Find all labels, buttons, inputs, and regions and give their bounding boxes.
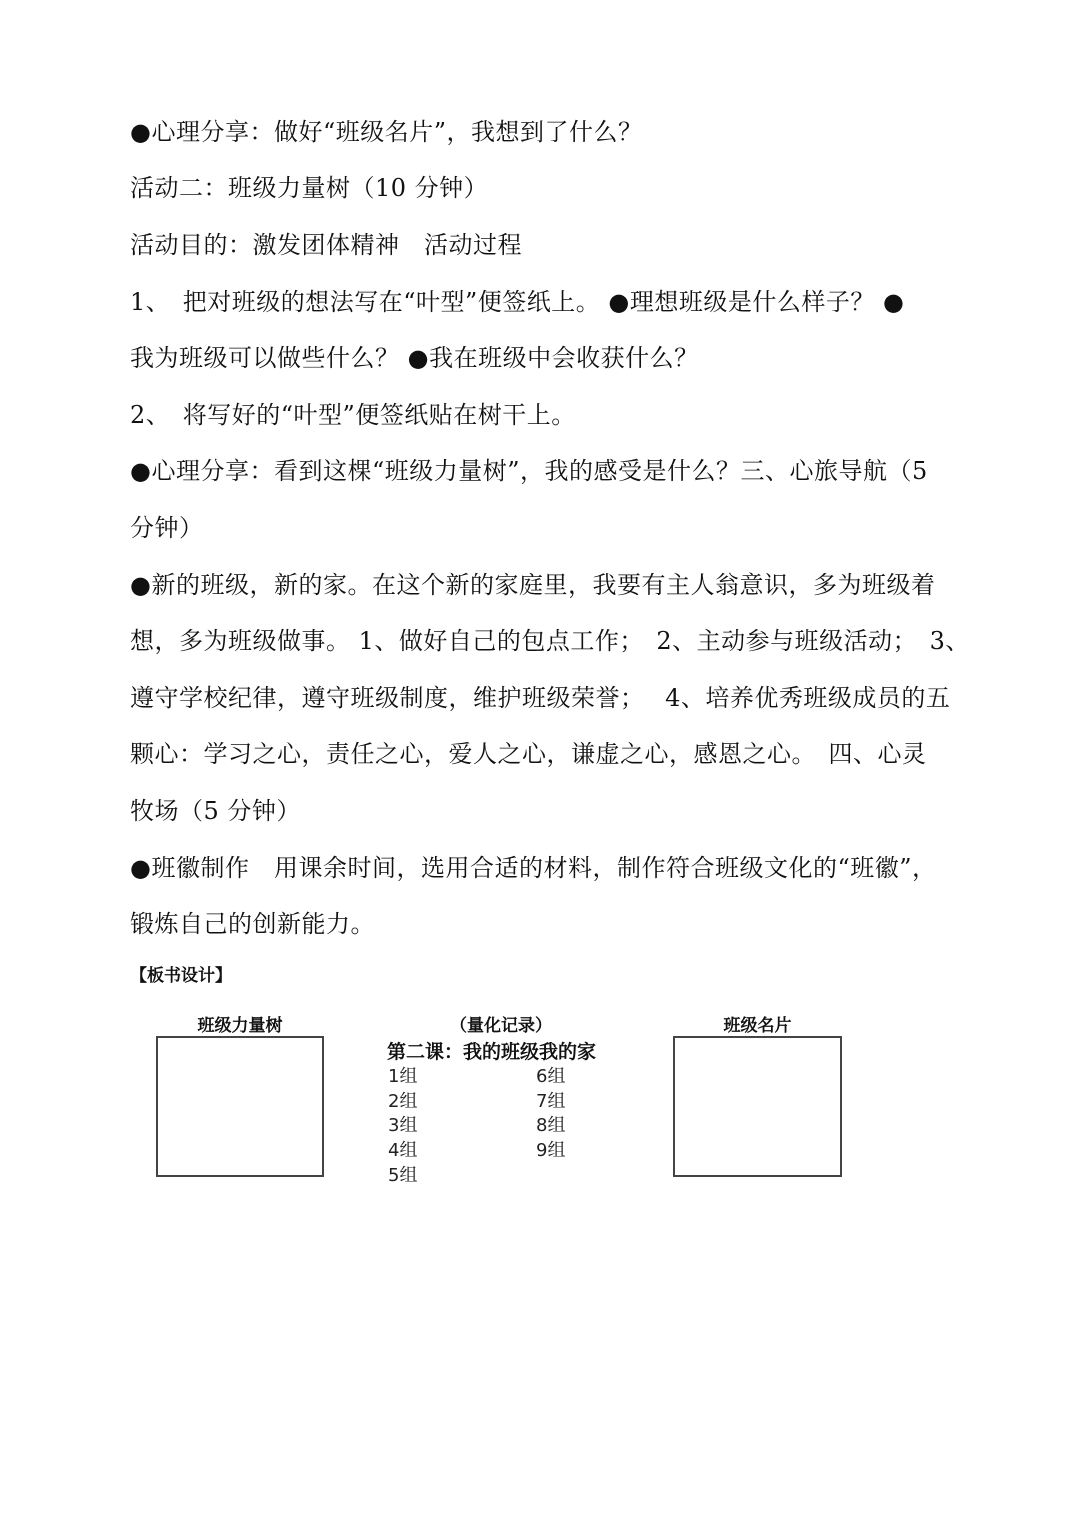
group-label: 4组 (388, 1140, 418, 1161)
left-box-title: 班级力量树 (197, 1016, 283, 1036)
paragraph-line: 活动目的：激发团体精神 活动过程 (130, 231, 522, 259)
paragraph-line: 分钟） (130, 514, 204, 542)
class-power-tree-box (156, 1036, 324, 1177)
paragraph-line: ●新的班级，新的家。在这个新的家庭里，我要有主人翁意识，多为班级着 (130, 571, 936, 599)
paragraph-line: ●心理分享：看到这棵“班级力量树”，我的感受是什么？三、心旅导航（5 (130, 457, 928, 485)
group-label: 9组 (536, 1140, 566, 1161)
paragraph-line: 1、 把对班级的想法写在“叶型”便签纸上。 ●理想班级是什么样子？ ● (130, 288, 905, 316)
group-label: 3组 (388, 1115, 418, 1136)
right-box-title: 班级名片 (723, 1016, 792, 1036)
group-label: 1组 (388, 1066, 418, 1087)
group-label: 6组 (536, 1066, 566, 1087)
paragraph-line: 2、 将写好的“叶型”便签纸贴在树干上。 (130, 401, 576, 429)
group-label: 5组 (388, 1165, 418, 1186)
paragraph-line: 颗心：学习之心，责任之心，爱人之心，谦虚之心，感恩之心。 四、心灵 (130, 740, 927, 768)
paragraph-line: ●心理分享：做好“班级名片”，我想到了什么？ (130, 118, 643, 146)
paragraph-line: ●班徽制作 用课余时间，选用合适的材料，制作符合班级文化的“班徽”， (130, 854, 937, 882)
paragraph-line: 锻炼自己的创新能力。 (130, 910, 375, 938)
paragraph-line: 牧场（5 分钟） (130, 797, 301, 825)
paragraph-line: 遵守学校纪律，遵守班级制度，维护班级荣誉； 4、培养优秀班级成员的五 (130, 684, 951, 712)
quant-record-title: （量化记录） (450, 1016, 552, 1036)
paragraph-line: 我为班级可以做些什么？ ●我在班级中会收获什么？ (130, 344, 699, 372)
paragraph-line: 想，多为班级做事。 1、做好自己的包点工作； 2、主动参与班级活动； 3、 (130, 627, 970, 655)
lesson-title: 第二课：我的班级我的家 (387, 1041, 597, 1063)
board-design-heading: 【板书设计】 (130, 966, 232, 986)
paragraph-line: 活动二：班级力量树（10 分钟） (130, 174, 489, 202)
group-label: 2组 (388, 1091, 418, 1112)
group-label: 8组 (536, 1115, 566, 1136)
group-label: 7组 (536, 1091, 566, 1112)
class-card-box (673, 1036, 842, 1177)
